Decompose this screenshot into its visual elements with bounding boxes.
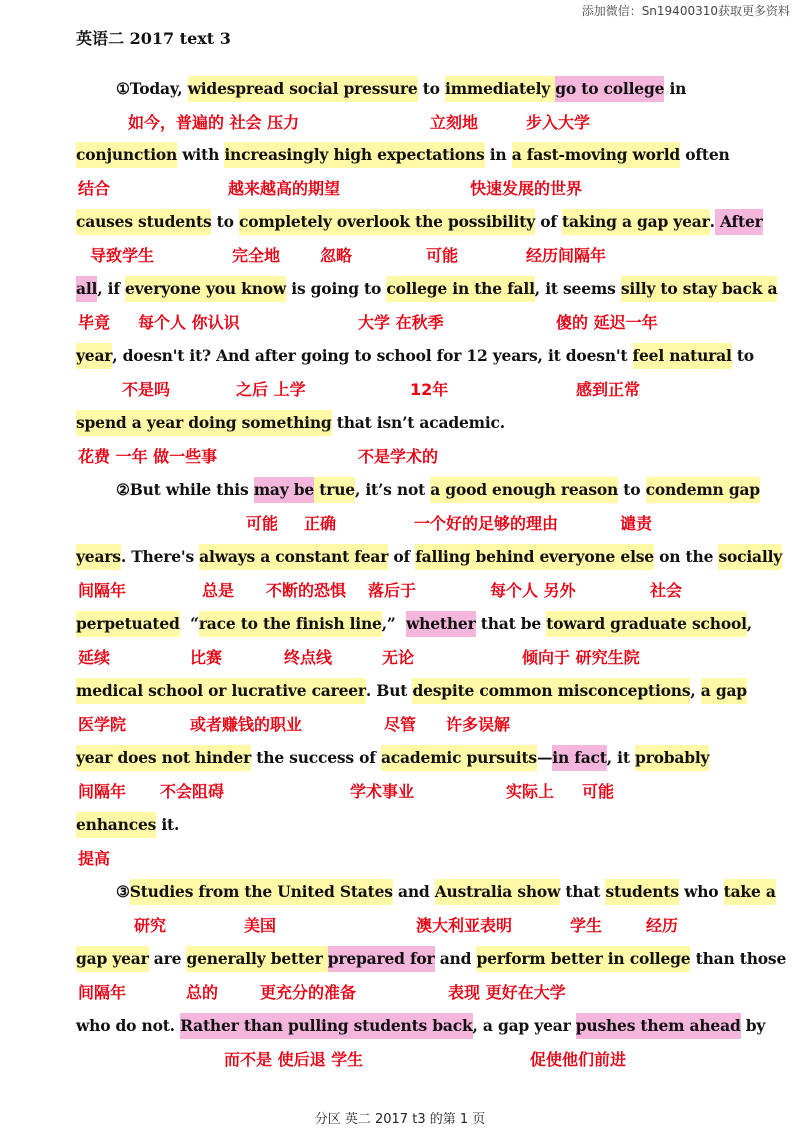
chinese-gloss: 经历间隔年 [526,246,607,265]
chinese-gloss: 表现 更好在大学 [448,983,566,1002]
plain-text: to [417,79,446,98]
yellow-highlight: Australia show [435,879,560,905]
chinese-gloss: 忽略 [320,246,353,265]
chinese-gloss: 如今，普遍的 社会 压力 [128,113,300,132]
chinese-gloss: 12年 [410,380,449,399]
yellow-highlight: students [605,879,678,905]
chinese-gloss: 学术事业 [350,782,415,801]
chinese-gloss: 一个好的足够的理由 [414,514,559,533]
chinese-gloss: 学生 [570,916,603,935]
pink-highlight: After [715,209,763,235]
chinese-gloss: 感到正常 [576,380,641,399]
pink-highlight: in fact [552,745,606,771]
chinese-gloss: 总的 [186,983,219,1002]
plain-text: . [709,212,715,231]
text-line [76,276,777,302]
yellow-highlight: gap year [76,946,149,972]
plain-text: who [678,882,724,901]
yellow-highlight: causes students [76,209,211,235]
chinese-gloss: 不是学术的 [358,447,439,466]
plain-text: it. [156,815,180,834]
yellow-highlight: medical school or lucrative career [76,678,366,704]
plain-text: , [746,614,752,633]
yellow-highlight: generally better [186,946,327,972]
yellow-highlight: a good enough reason [430,477,618,503]
plain-text: by [740,1016,766,1035]
chinese-gloss: 每个人 你认识 [138,313,240,332]
pink-highlight: whether [406,611,476,637]
yellow-highlight: socially [718,544,782,570]
plain-text: in [664,79,687,98]
plain-text: are [148,949,187,968]
yellow-highlight: spend a year doing something [76,410,332,436]
yellow-highlight: completely overlook the possibility [239,209,535,235]
yellow-highlight: enhances [76,812,156,838]
plain-text: than those [690,949,787,968]
chinese-gloss: 不断的恐惧 [266,581,347,600]
chinese-gloss: 毕竟 [78,313,111,332]
plain-text: who do not. [76,1016,181,1035]
chinese-gloss: 间隔年 [78,581,127,600]
plain-text: with [177,145,225,164]
chinese-gloss: 大学 在秋季 [358,313,444,332]
plain-text: — [536,748,553,767]
chinese-gloss: 总是 [202,581,235,600]
chinese-gloss: 正确 [304,514,337,533]
chinese-gloss: 医学院 [78,715,127,734]
yellow-highlight: increasingly high expectations [224,142,484,168]
chinese-gloss: 不会阻碍 [160,782,225,801]
chinese-gloss: 之后 上学 [236,380,306,399]
yellow-highlight: year [76,343,112,369]
yellow-highlight: silly to stay back a [621,276,778,302]
text-line [76,678,747,704]
chinese-gloss: 提高 [78,849,111,868]
chinese-gloss: 立刻地 [430,113,479,132]
text-line [76,343,754,369]
chinese-gloss: 终点线 [284,648,333,667]
plain-text: , it seems [534,279,621,298]
page-title: 英语二 2017 text 3 [76,29,231,48]
yellow-highlight: Studies from the United States [130,879,393,905]
text-line [76,611,752,637]
plain-text: ②But while this [116,480,254,499]
yellow-highlight: a gap [701,678,747,704]
chinese-gloss: 傻的 延迟一年 [556,313,658,332]
yellow-highlight: despite common misconceptions [412,678,690,704]
plain-text: to [618,480,646,499]
plain-text: . There's [120,547,200,566]
chinese-gloss: 每个人 另外 [490,581,576,600]
yellow-highlight: toward graduate school [546,611,747,637]
chinese-gloss: 或者赚钱的职业 [190,715,303,734]
yellow-highlight: years [76,544,121,570]
plain-text: , a gap year [472,1016,576,1035]
plain-text: that isn’t academic. [331,413,505,432]
yellow-highlight: feel natural [633,343,732,369]
pink-highlight: go to college [555,76,664,102]
yellow-highlight: perpetuated [76,611,180,637]
plain-text: ③ [116,882,130,901]
yellow-highlight: widespread social pressure [188,76,418,102]
chinese-gloss: 快速发展的世界 [470,179,583,198]
plain-text: in [484,145,512,164]
plain-text: of [388,547,416,566]
plain-text: to [211,212,239,231]
chinese-gloss: 无论 [382,648,415,667]
plain-text: is going to [286,279,387,298]
chinese-gloss: 可能 [426,246,459,265]
text-line [116,477,760,503]
chinese-gloss: 越来越高的期望 [228,179,341,198]
chinese-gloss: 尽管 [384,715,417,734]
plain-text: on the [653,547,719,566]
chinese-gloss: 经历 [646,916,679,935]
chinese-gloss: 可能 [582,782,615,801]
plain-text: to [731,346,754,365]
text-line [76,946,786,972]
text-line [116,879,776,905]
chinese-gloss: 社会 [650,581,683,600]
plain-text: that be [475,614,547,633]
text-line [76,410,505,436]
yellow-highlight: academic pursuits [381,745,537,771]
chinese-gloss: 比赛 [190,648,223,667]
plain-text: and [392,882,435,901]
chinese-gloss: 步入大学 [526,113,591,132]
text-line [76,209,763,235]
text-line [76,544,782,570]
chinese-gloss: 落后于 [368,581,417,600]
yellow-highlight: always a constant fear [199,544,388,570]
watermark: 添加微信：Sn19400310获取更多资料 [581,4,790,18]
chinese-gloss: 而不是 使后退 学生 [224,1050,364,1069]
chinese-gloss: 间隔年 [78,983,127,1002]
text-line [76,745,709,771]
chinese-gloss: 结合 [78,179,111,198]
yellow-highlight: year does not hinder [76,745,251,771]
chinese-gloss: 完全地 [232,246,281,265]
chinese-gloss: 澳大利亚表明 [416,916,513,935]
chinese-gloss: 实际上 [506,782,555,801]
plain-text: , [690,681,701,700]
yellow-highlight: a fast-moving world [512,142,680,168]
yellow-highlight: perform better in college [476,946,690,972]
yellow-highlight: conjunction [76,142,177,168]
chinese-gloss: 可能 [246,514,279,533]
chinese-gloss: 研究 [134,916,167,935]
pink-highlight: may be [254,477,314,503]
chinese-gloss: 倾向于 研究生院 [522,648,640,667]
text-line [76,1013,765,1039]
plain-text: , if [97,279,125,298]
pink-highlight: all [76,276,97,302]
plain-text: of [535,212,563,231]
yellow-highlight: race to the finish line [199,611,382,637]
plain-text: that [560,882,606,901]
yellow-highlight: falling behind everyone else [415,544,654,570]
plain-text: , doesn't it? And after going to school for 12 years, it doesn't [112,346,633,365]
chinese-gloss: 更充分的准备 [260,983,357,1002]
yellow-highlight: taking a gap year [562,209,710,235]
pink-highlight: prepared for [328,946,435,972]
plain-text: ,” [381,614,407,633]
yellow-highlight: condemn gap [646,477,760,503]
chinese-gloss: 促使他们前进 [530,1050,627,1069]
yellow-highlight: true [314,477,355,503]
plain-text: often [680,145,730,164]
plain-text: ①Today, [116,79,188,98]
plain-text: . But [365,681,413,700]
text-line [76,812,179,838]
yellow-highlight: take a [724,879,776,905]
chinese-gloss: 谴责 [620,514,653,533]
chinese-gloss: 导致学生 [90,246,155,265]
chinese-gloss: 花费 一年 做一些事 [78,447,218,466]
text-line [76,142,730,168]
chinese-gloss: 美国 [244,916,277,935]
yellow-highlight: everyone you know [125,276,286,302]
text-line [116,76,686,102]
pink-highlight: pushes them ahead [576,1013,741,1039]
pink-highlight: Rather than pulling students back [180,1013,472,1039]
page-footer: 分区 英二 2017 t3 的第 1 页 [314,1112,486,1127]
chinese-gloss: 延续 [78,648,111,667]
yellow-highlight: probably [635,745,709,771]
chinese-gloss: 许多误解 [446,715,511,734]
plain-text: the success of [251,748,381,767]
chinese-gloss: 间隔年 [78,782,127,801]
plain-text: , it [606,748,635,767]
plain-text: , it’s not [354,480,431,499]
chinese-gloss: 不是吗 [122,380,171,399]
plain-text: and [434,949,477,968]
yellow-highlight: immediately [445,76,555,102]
yellow-highlight: college in the fall [386,276,534,302]
plain-text: “ [179,614,199,633]
